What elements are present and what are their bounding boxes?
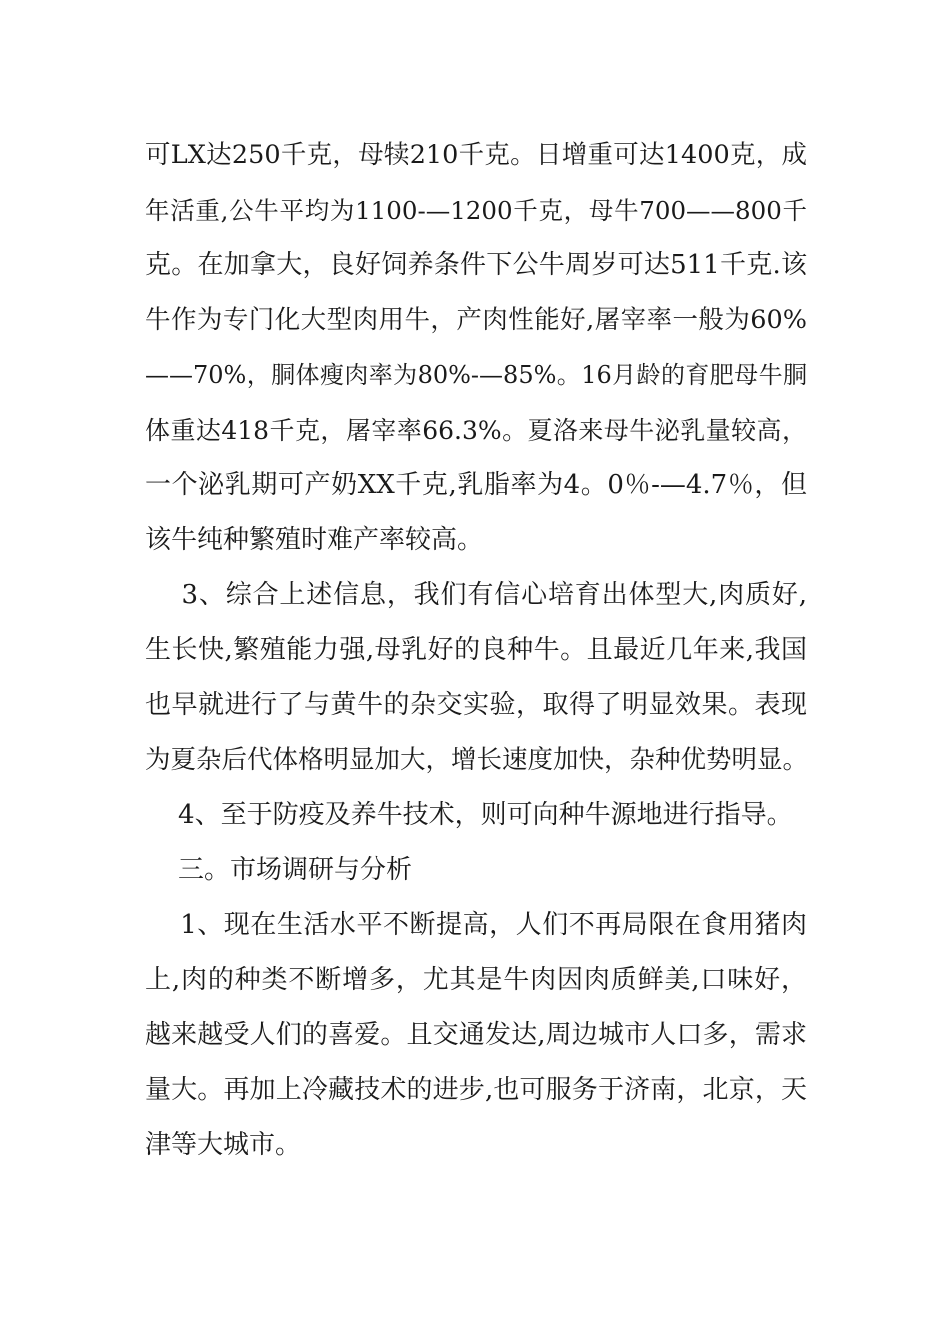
text-line: ——70%，胴体瘦肉率为80%-—85%。16月龄的育肥母牛胴 xyxy=(145,361,807,389)
text-line: 3、综合上述信息，我们有信心培育出体型大,肉质好, xyxy=(145,580,807,610)
text-line: 一个泌乳期可产奶XX千克,乳脂率为4。0％-—4.7％，但 xyxy=(145,470,807,500)
text-line: 量大。再加上冷藏技术的进步,也可服务于济南，北京，天 xyxy=(145,1075,807,1105)
text-line: 为夏杂后代体格明显加大，增长速度加快，杂种优势明显。 xyxy=(145,745,809,775)
text-line: 津等大城市。 xyxy=(145,1130,302,1160)
text-line: 1、现在生活水平不断提高，人们不再局限在食用猪肉 xyxy=(145,910,807,940)
text-line: 牛作为专门化大型肉用牛，产肉性能好,屠宰率一般为60% xyxy=(145,305,807,335)
text-line: 上,肉的种类不断增多，尤其是牛肉因肉质鲜美,口味好， xyxy=(145,965,807,995)
body-text xyxy=(145,128,807,1173)
text-line: 可LX达250千克，母犊210千克。日增重可达1400克，成 xyxy=(145,140,807,170)
text-line: 克。在加拿大，良好饲养条件下公牛周岁可达511千克.该 xyxy=(145,250,807,280)
text-line: 生长快,繁殖能力强,母乳好的良种牛。且最近几年来,我国 xyxy=(145,635,807,665)
text-line: 越来越受人们的喜爱。且交通发达,周边城市人口多，需求 xyxy=(145,1020,807,1050)
text-line: 该牛纯种繁殖时难产率较高。 xyxy=(145,525,484,555)
text-line: 4、至于防疫及养牛技术，则可向种牛源地进行指导。 xyxy=(145,800,793,830)
text-line: 也早就进行了与黄牛的杂交实验，取得了明显效果。表现 xyxy=(145,690,807,720)
text-line: 年活重,公牛平均为1100-—1200千克，母牛700——800千 xyxy=(145,196,807,225)
text-line: 体重达418千克，屠宰率66.3%。夏洛来母牛泌乳量较高， xyxy=(145,416,807,445)
section-heading: 三。市场调研与分析 xyxy=(145,855,413,885)
